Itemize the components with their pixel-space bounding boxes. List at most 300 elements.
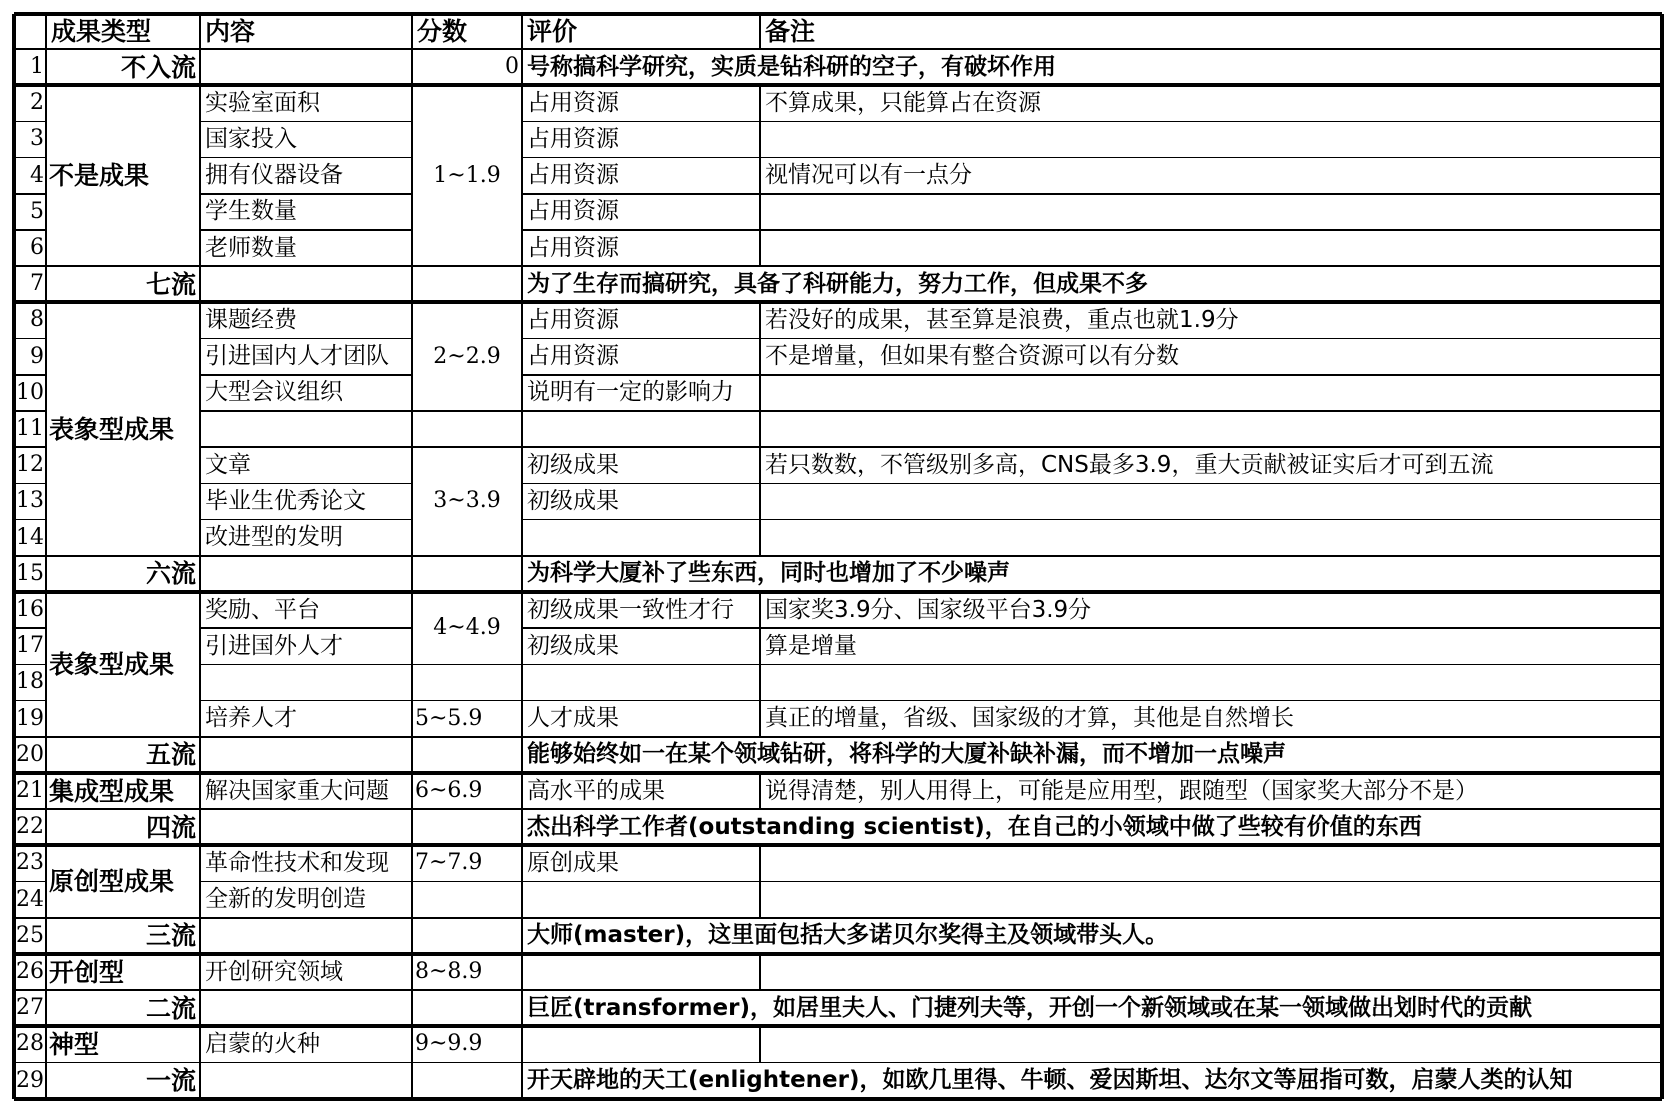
col-rule — [199, 882, 201, 918]
row-rule — [412, 1062, 522, 1064]
col-rule — [45, 664, 47, 700]
col-rule — [521, 14, 523, 49]
col-rule — [759, 230, 761, 266]
row-rule — [412, 989, 522, 991]
row-rule — [14, 446, 46, 448]
row-rule — [14, 627, 46, 629]
note-cell[interactable]: 算是增量 — [765, 632, 857, 659]
row-rule — [200, 771, 412, 775]
col-rule — [521, 49, 523, 85]
col-rule — [199, 737, 201, 773]
tier-title[interactable]: 二流 — [145, 993, 196, 1023]
col-rule — [759, 302, 761, 338]
group-label[interactable]: 表象型成果 — [49, 414, 175, 444]
eval-cell[interactable]: 占用资源 — [527, 162, 619, 189]
row-rule — [200, 300, 412, 304]
col-rule — [45, 556, 47, 592]
row-rule — [46, 843, 200, 847]
score-cell[interactable]: 7~7.9 — [415, 850, 483, 876]
content-cell[interactable]: 大型会议组织 — [205, 379, 343, 406]
content-cell[interactable]: 引进国内人才团队 — [205, 343, 389, 370]
row-number[interactable]: 26 — [16, 959, 44, 985]
row-rule — [46, 590, 200, 594]
score-range[interactable]: 2~2.9 — [433, 343, 501, 369]
row-number[interactable]: 17 — [16, 633, 44, 659]
row-number[interactable]: 6 — [30, 235, 44, 261]
row-number[interactable]: 3 — [30, 126, 44, 152]
col-rule — [199, 1026, 201, 1062]
score-cell[interactable]: 6~6.9 — [415, 778, 483, 804]
row-rule — [14, 808, 46, 810]
row-number[interactable]: 18 — [16, 669, 44, 695]
col-rule — [411, 809, 413, 845]
row-rule — [200, 446, 412, 448]
col-rule — [45, 339, 47, 375]
col-rule — [411, 701, 413, 737]
col-rule — [521, 737, 523, 773]
group-label[interactable]: 表象型成果 — [49, 649, 175, 679]
content-cell[interactable]: 全新的发明创造 — [205, 886, 366, 913]
row-number[interactable]: 29 — [16, 1067, 44, 1093]
row-number[interactable]: 9 — [30, 343, 44, 369]
col-rule — [45, 809, 47, 845]
row-number[interactable]: 11 — [16, 416, 44, 442]
col-rule — [199, 628, 201, 664]
row-rule — [14, 881, 46, 883]
content-cell[interactable]: 拥有仪器设备 — [205, 162, 343, 189]
row-rule — [14, 519, 46, 521]
row-rule — [412, 664, 522, 666]
row-rule — [14, 193, 46, 195]
row-rule — [200, 193, 412, 195]
tier-comment[interactable]: 为科学大厦补了些东西，同时也增加了不少噪声 — [527, 560, 1010, 587]
col-rule — [521, 773, 523, 809]
col-rule — [45, 411, 47, 447]
note-cell[interactable]: 若没好的成果，甚至算是浪费，重点也就1.9分 — [765, 306, 1239, 333]
row-rule — [412, 1024, 522, 1028]
col-rule — [521, 447, 523, 483]
row-rule — [412, 843, 522, 847]
col-rule — [199, 773, 201, 809]
tier-comment[interactable]: 能够始终如一在某个领域钻研，将科学的大厦补缺补漏，而不增加一点噪声 — [527, 741, 1286, 768]
row-rule — [14, 83, 46, 87]
row-number[interactable]: 27 — [16, 995, 44, 1021]
tier-comment[interactable]: 为了生存而搞研究，具备了科研能力，努力工作，但成果不多 — [527, 270, 1148, 297]
row-rule — [200, 989, 412, 991]
row-rule — [522, 1024, 1662, 1028]
row-rule — [14, 121, 46, 123]
note-cell[interactable]: 国家奖3.9分、国家级平台3.9分 — [765, 596, 1092, 623]
col-rule — [199, 85, 201, 121]
row-number[interactable]: 10 — [16, 379, 44, 405]
col-rule — [521, 701, 523, 737]
content-cell[interactable]: 实验室面积 — [205, 89, 320, 116]
row-number[interactable]: 15 — [16, 560, 44, 586]
col-rule — [199, 520, 201, 556]
col-rule — [199, 302, 201, 338]
row-rule — [522, 374, 1662, 376]
row-rule — [200, 555, 412, 557]
row-rule — [200, 952, 412, 956]
tier-title[interactable]: 四流 — [145, 812, 196, 842]
col-rule — [45, 628, 47, 664]
content-cell[interactable]: 老师数量 — [205, 234, 297, 261]
row-rule — [412, 736, 522, 738]
row-number[interactable]: 20 — [16, 741, 44, 767]
content-cell[interactable]: 国家投入 — [205, 125, 297, 152]
col-rule — [199, 194, 201, 230]
type-cell[interactable]: 神型 — [49, 1029, 100, 1059]
col-rule — [759, 701, 761, 737]
col-rule — [521, 1026, 523, 1062]
col-rule — [199, 918, 201, 954]
row-rule — [200, 1024, 412, 1028]
eval-cell[interactable]: 占用资源 — [527, 343, 619, 370]
row-rule — [412, 83, 522, 87]
row-rule — [200, 519, 412, 521]
row-rule — [46, 555, 200, 557]
row-rule — [14, 300, 46, 304]
row-rule — [412, 590, 522, 594]
group-label[interactable]: 不是成果 — [49, 161, 150, 191]
row-rule — [46, 771, 200, 775]
row-rule — [46, 736, 200, 738]
content-cell[interactable]: 培养人才 — [205, 705, 297, 732]
row-rule — [522, 519, 1662, 521]
row-rule — [522, 627, 1662, 629]
col-rule — [45, 1026, 47, 1062]
row-rule — [522, 881, 1662, 883]
col-rule — [759, 483, 761, 519]
eval-cell[interactable]: 初级成果 — [527, 451, 619, 478]
col-rule — [411, 194, 413, 230]
col-rule — [199, 158, 201, 194]
content-cell[interactable]: 文章 — [205, 451, 251, 478]
row-rule — [14, 664, 46, 666]
row-rule — [46, 989, 200, 991]
col-rule — [45, 845, 47, 881]
col-rule — [759, 447, 761, 483]
note-cell[interactable]: 不算成果，只能算占在资源 — [765, 89, 1041, 116]
row-rule — [522, 193, 1662, 195]
row-rule — [14, 229, 46, 231]
row-rule — [200, 338, 412, 340]
col-rule — [759, 845, 761, 881]
tier-title[interactable]: 不入流 — [120, 52, 196, 82]
row-rule — [46, 300, 200, 304]
tier-title[interactable]: 七流 — [145, 269, 196, 299]
col-rule — [199, 990, 201, 1026]
row-rule — [522, 1062, 1662, 1064]
col-rule — [199, 954, 201, 990]
note-cell[interactable]: 视情况可以有一点分 — [765, 162, 972, 189]
col-rule — [45, 158, 47, 194]
col-rule — [411, 1026, 413, 1062]
row-rule — [522, 483, 1662, 485]
row-rule — [200, 881, 412, 883]
col-rule — [199, 447, 201, 483]
col-rule — [521, 411, 523, 447]
row-number[interactable]: 28 — [16, 1031, 44, 1057]
row-rule — [14, 410, 46, 412]
col-rule — [521, 990, 523, 1026]
col-rule — [411, 592, 413, 628]
col-rule — [411, 664, 413, 700]
note-cell[interactable]: 若只数数，不管级别多高，CNS最多3.9，重大贡献被证实后才可到五流 — [765, 451, 1494, 478]
row-rule — [200, 83, 412, 87]
row-rule — [14, 917, 46, 919]
content-cell[interactable]: 课题经费 — [205, 306, 297, 333]
col-rule — [411, 918, 413, 954]
header-score[interactable]: 分数 — [417, 17, 468, 46]
col-rule — [521, 882, 523, 918]
col-rule — [521, 520, 523, 556]
col-rule — [199, 230, 201, 266]
row-number[interactable]: 5 — [30, 198, 44, 224]
col-rule — [521, 158, 523, 194]
col-rule — [199, 556, 201, 592]
col-rule — [45, 882, 47, 918]
row-rule — [200, 374, 412, 376]
col-rule — [45, 1063, 47, 1099]
content-cell[interactable]: 开创研究领域 — [205, 958, 343, 985]
tier-comment[interactable]: 号称搞科学研究，实质是钻科研的空子，有破坏作用 — [527, 53, 1056, 80]
content-cell[interactable]: 学生数量 — [205, 198, 297, 225]
tier-title[interactable]: 一流 — [145, 1066, 196, 1096]
header-eval[interactable]: 评价 — [527, 17, 578, 46]
row-number[interactable]: 22 — [16, 814, 44, 840]
row-rule — [14, 483, 46, 485]
col-rule — [411, 85, 413, 121]
eval-cell[interactable]: 人才成果 — [527, 705, 619, 732]
eval-cell[interactable]: 原创成果 — [527, 849, 619, 876]
row-rule — [14, 1024, 46, 1028]
content-cell[interactable]: 解决国家重大问题 — [205, 777, 389, 804]
note-cell[interactable]: 不是增量，但如果有整合资源可以有分数 — [765, 343, 1179, 370]
col-rule — [411, 266, 413, 302]
row-rule — [522, 700, 1662, 702]
col-rule — [199, 266, 201, 302]
col-rule — [759, 85, 761, 121]
row-number[interactable]: 24 — [16, 886, 44, 912]
row-number[interactable]: 19 — [16, 705, 44, 731]
col-rule — [45, 85, 47, 121]
col-rule — [411, 845, 413, 881]
row-rule — [412, 881, 522, 883]
col-rule — [199, 339, 201, 375]
row-rule — [14, 989, 46, 991]
row-number[interactable]: 12 — [16, 452, 44, 478]
eval-cell[interactable]: 初级成果 — [527, 632, 619, 659]
row-number[interactable]: 2 — [30, 90, 44, 116]
eval-cell[interactable]: 占用资源 — [527, 198, 619, 225]
col-rule — [759, 158, 761, 194]
col-rule — [411, 628, 413, 664]
col-rule — [45, 918, 47, 954]
tier-comment[interactable]: 开天辟地的天工(enlightener)，如欧几里得、牛顿、爱因斯坦、达尔文等屈指可数，启蒙人类的认知 — [527, 1067, 1573, 1094]
row-number[interactable]: 14 — [16, 524, 44, 550]
col-rule — [521, 809, 523, 845]
row-rule — [200, 700, 412, 702]
eval-cell[interactable]: 占用资源 — [527, 125, 619, 152]
tier-title[interactable]: 六流 — [145, 559, 196, 589]
row-rule — [522, 338, 1662, 340]
tier-comment[interactable]: 巨匠(transformer)，如居里夫人、门捷列夫等，开创一个新领域或在某一领域做出划时代的贡献 — [527, 994, 1533, 1021]
row-number[interactable]: 8 — [30, 307, 44, 333]
score-range[interactable]: 1~1.9 — [433, 162, 501, 188]
tier-comment[interactable]: 大师(master)，这里面包括大多诺贝尔奖得主及领域带头人。 — [527, 922, 1169, 949]
row-number[interactable]: 13 — [16, 488, 44, 514]
col-rule — [759, 520, 761, 556]
col-rule — [45, 592, 47, 628]
col-rule — [199, 483, 201, 519]
col-rule — [199, 664, 201, 700]
row-number[interactable]: 25 — [16, 922, 44, 948]
type-cell[interactable]: 开创型 — [49, 957, 125, 987]
type-cell[interactable]: 集成型成果 — [49, 776, 175, 806]
row-rule — [14, 952, 46, 956]
content-cell[interactable]: 引进国外人才 — [205, 632, 343, 659]
col-rule — [521, 194, 523, 230]
col-rule — [45, 194, 47, 230]
row-rule — [14, 157, 46, 159]
row-rule — [200, 410, 412, 412]
content-cell[interactable]: 启蒙的火种 — [205, 1030, 320, 1057]
row-number[interactable]: 21 — [16, 778, 44, 804]
col-rule — [199, 1063, 201, 1099]
row-rule — [412, 808, 522, 810]
tier-title[interactable]: 五流 — [145, 740, 196, 770]
row-rule — [14, 265, 46, 267]
col-rule — [521, 339, 523, 375]
col-rule — [411, 158, 413, 194]
col-rule — [521, 556, 523, 592]
row-number[interactable]: 4 — [30, 162, 44, 188]
col-rule — [45, 483, 47, 519]
row-number[interactable]: 7 — [30, 271, 44, 297]
eval-cell[interactable]: 高水平的成果 — [527, 777, 665, 804]
score-range[interactable]: 3~3.9 — [433, 488, 501, 514]
row-rule — [200, 483, 412, 485]
col-rule — [45, 447, 47, 483]
eval-cell[interactable]: 说明有一定的影响力 — [527, 379, 734, 406]
row-rule — [412, 952, 522, 956]
row-rule — [200, 917, 412, 919]
row-rule — [412, 300, 522, 304]
col-rule — [45, 230, 47, 266]
row-rule — [522, 989, 1662, 991]
tier-title[interactable]: 三流 — [145, 921, 196, 951]
row-rule — [200, 265, 412, 267]
row-rule — [412, 555, 522, 557]
row-rule — [522, 952, 1662, 956]
col-rule — [411, 375, 413, 411]
row-number[interactable]: 16 — [16, 597, 44, 623]
row-number[interactable]: 1 — [30, 54, 44, 80]
header-content[interactable]: 内容 — [205, 17, 256, 46]
header-note[interactable]: 备注 — [765, 17, 816, 46]
col-rule — [521, 954, 523, 990]
col-rule — [199, 121, 201, 157]
col-rule — [45, 14, 47, 49]
row-rule — [200, 664, 412, 666]
col-rule — [45, 737, 47, 773]
content-cell[interactable]: 奖励、平台 — [205, 596, 320, 623]
row-rule — [522, 664, 1662, 666]
col-rule — [521, 628, 523, 664]
score-cell[interactable]: 9~9.9 — [415, 1031, 483, 1057]
eval-cell[interactable]: 初级成果一致性才行 — [527, 596, 734, 623]
row-rule — [522, 917, 1662, 919]
score-cell[interactable]: 8~8.9 — [415, 959, 483, 985]
col-rule — [759, 121, 761, 157]
col-rule — [45, 954, 47, 990]
eval-cell[interactable]: 占用资源 — [527, 306, 619, 333]
col-rule — [521, 483, 523, 519]
content-cell[interactable]: 毕业生优秀论文 — [205, 487, 366, 514]
col-rule — [45, 49, 47, 85]
col-rule — [411, 882, 413, 918]
score-range[interactable]: 4~4.9 — [433, 615, 501, 641]
row-rule — [200, 627, 412, 629]
row-rule — [200, 808, 412, 810]
col-rule — [521, 1063, 523, 1099]
header-type[interactable]: 成果类型 — [51, 17, 152, 46]
note-cell[interactable]: 说得清楚，别人用得上，可能是应用型，跟随型（国家奖大部分不是） — [765, 777, 1478, 804]
row-number[interactable]: 23 — [16, 850, 44, 876]
col-rule — [45, 990, 47, 1026]
col-rule — [411, 990, 413, 1026]
row-rule — [522, 808, 1662, 810]
col-rule — [521, 266, 523, 302]
eval-cell[interactable]: 占用资源 — [527, 89, 619, 116]
content-cell[interactable]: 改进型的发明 — [205, 524, 343, 551]
row-rule — [14, 771, 46, 775]
col-rule — [411, 773, 413, 809]
row-rule — [14, 590, 46, 594]
header-rule — [14, 48, 1662, 50]
row-rule — [46, 1024, 200, 1028]
note-cell[interactable]: 真正的增量，省级、国家级的才算，其他是自然增长 — [765, 705, 1294, 732]
col-rule — [411, 14, 413, 49]
row-rule — [522, 736, 1662, 738]
content-cell[interactable]: 革命性技术和发现 — [205, 849, 389, 876]
col-rule — [411, 339, 413, 375]
row-rule — [522, 843, 1662, 847]
col-rule — [759, 375, 761, 411]
row-rule — [412, 410, 522, 412]
col-rule — [411, 483, 413, 519]
score-cell[interactable]: 0 — [505, 54, 519, 80]
col-rule — [759, 664, 761, 700]
tier-comment[interactable]: 杰出科学工作者(outstanding scientist)，在自己的小领域中做了些较有价值的东西 — [527, 813, 1422, 840]
row-rule — [522, 590, 1662, 594]
col-rule — [521, 845, 523, 881]
group-label[interactable]: 原创型成果 — [49, 867, 175, 897]
col-rule — [411, 520, 413, 556]
col-rule — [759, 882, 761, 918]
border-bottom — [14, 1097, 1662, 1101]
col-rule — [759, 1026, 761, 1062]
col-rule — [759, 14, 761, 49]
row-rule — [200, 843, 412, 847]
row-rule — [46, 265, 200, 267]
score-cell[interactable]: 5~5.9 — [415, 705, 483, 731]
eval-cell[interactable]: 初级成果 — [527, 487, 619, 514]
row-rule — [522, 121, 1662, 123]
col-rule — [45, 773, 47, 809]
eval-cell[interactable]: 占用资源 — [527, 234, 619, 261]
